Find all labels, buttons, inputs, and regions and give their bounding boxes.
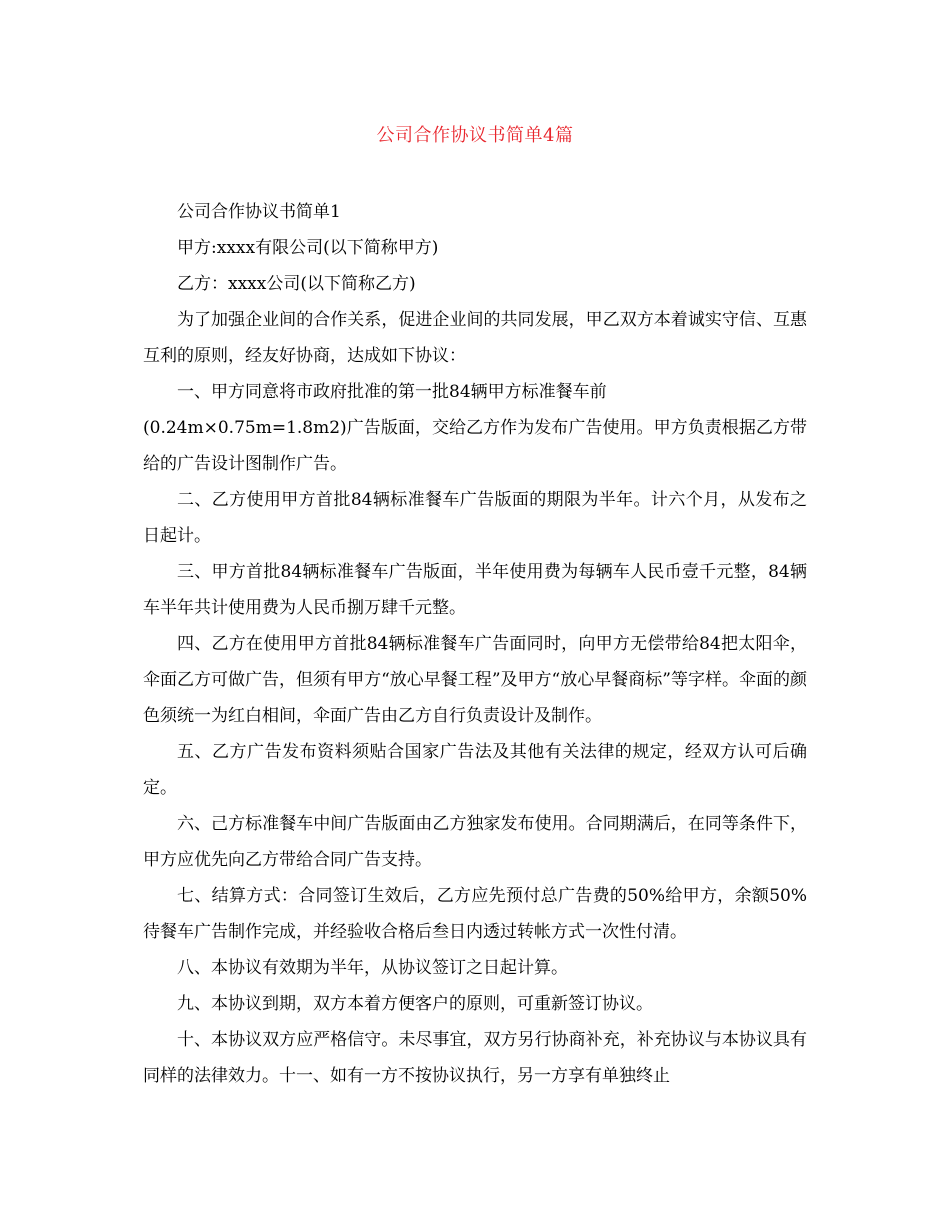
paragraph-clause-2: 二、乙方使用甲方首批84辆标准餐车广告版面的期限为半年。计六个月，从发布之日起计。 <box>143 490 807 546</box>
paragraph-party-b: 乙方：xxxx公司(以下简称乙方) <box>177 274 416 294</box>
paragraph-clause-10: 十、本协议双方应严格信守。未尽事宜，双方另行协商补充，补充协议与本协议具有同样的法律效力。十一、如有一方不按协议执行，另一方享有单独终止 <box>143 1030 807 1086</box>
paragraph-clause-6: 六、己方标准餐车中间广告版面由乙方独家发布使用。合同期满后，在同等条件下，甲方应优先向乙方带给合同广告支持。 <box>143 814 807 870</box>
paragraph-clause-4: 四、乙方在使用甲方首批84辆标准餐车广告面同时，向甲方无偿带给84把太阳伞，伞面乙方可做广告，但须有甲方“放心早餐工程”及甲方“放心早餐商标”等字样。伞面的颜色须统一为红白相间，伞面广告由乙方自行负责设计及制作。 <box>143 634 807 726</box>
paragraph-clause-5: 五、乙方广告发布资料须贴合国家广告法及其他有关法律的规定，经双方认可后确定。 <box>143 742 807 798</box>
paragraph-clause-9: 九、本协议到期，双方本着方便客户的原则，可重新签订协议。 <box>177 994 653 1014</box>
document-body <box>143 194 807 1094</box>
paragraph-party-a: 甲方:xxxx有限公司(以下简称甲方) <box>177 238 439 258</box>
paragraph-clause-1a: 一、甲方同意将市政府批准的第一批84辆甲方标准餐车前 <box>177 382 607 402</box>
document-title: 公司合作协议书简单4篇 <box>376 125 574 146</box>
paragraph-preamble: 为了加强企业间的合作关系，促进企业间的共同发展，甲乙双方本着诚实守信、互惠互利的原则，经友好协商，达成如下协议： <box>143 310 807 366</box>
paragraph-clause-1b: (0.24m×0.75m=1.8m2)广告版面，交给乙方作为发布广告使用。甲方负责根据乙方带给的广告设计图制作广告。 <box>143 418 807 474</box>
paragraph-clause-8: 八、本协议有效期为半年，从协议签订之日起计算。 <box>177 958 568 978</box>
paragraph-heading-1: 公司合作协议书简单1 <box>177 202 341 222</box>
paragraph-clause-7: 七、结算方式：合同签订生效后，乙方应先预付总广告费的50%给甲方，余额50%待餐车广告制作完成，并经验收合格后叁日内透过转帐方式一次性付清。 <box>143 886 807 942</box>
paragraph-clause-3: 三、甲方首批84辆标准餐车广告版面，半年使用费为每辆车人民币壹千元整，84辆车半年共计使用费为人民币捌万肆千元整。 <box>143 562 807 618</box>
